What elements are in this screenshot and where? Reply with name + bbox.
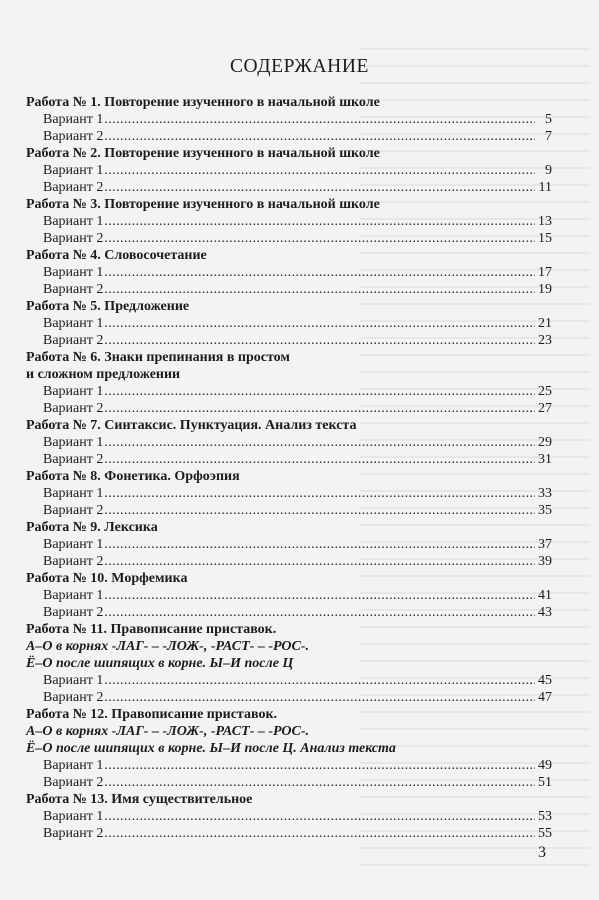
dot-leader: [104, 808, 535, 825]
variant-label: Вариант 1: [43, 758, 104, 773]
variant-label: Вариант 1: [43, 537, 104, 552]
variant-page-number: 35: [538, 503, 552, 518]
dot-leader: [104, 774, 535, 791]
variant-row[interactable]: [26, 111, 552, 128]
variant-page-number: 15: [538, 231, 552, 246]
variant-row[interactable]: [26, 264, 552, 281]
variant-row[interactable]: [26, 536, 552, 553]
toc-entry: [26, 791, 552, 842]
variant-row[interactable]: [26, 604, 552, 621]
work-title-continuation[interactable]: и сложном предложении: [26, 367, 181, 382]
variant-label: Вариант 2: [43, 452, 104, 467]
variant-page-number: 11: [538, 180, 552, 195]
work-title-continuation[interactable]: Ё–О после шипящих в корне. Ы–И после Ц: [26, 656, 294, 671]
variant-page-number: 51: [538, 775, 552, 790]
variant-row[interactable]: [26, 485, 552, 502]
variant-label: Вариант 1: [43, 809, 104, 824]
variant-page-number: 37: [538, 537, 552, 552]
variant-row[interactable]: [26, 825, 552, 842]
work-title[interactable]: Работа № 2. Повторение изученного в начальной школе: [26, 146, 380, 161]
work-title[interactable]: Работа № 1. Повторение изученного в начальной школе: [26, 95, 380, 110]
variant-label: Вариант 2: [43, 180, 104, 195]
variant-page-number: 41: [538, 588, 552, 603]
work-title[interactable]: Работа № 6. Знаки препинания в простом: [26, 350, 290, 365]
table-of-contents: [26, 94, 552, 842]
toc-entry: [26, 468, 552, 519]
variant-row[interactable]: [26, 213, 552, 230]
variant-page-number: 13: [538, 214, 552, 229]
variant-row[interactable]: [26, 808, 552, 825]
dot-leader: [104, 757, 535, 774]
toc-entry: [26, 621, 552, 706]
variant-row[interactable]: [26, 332, 552, 349]
variant-label: Вариант 2: [43, 503, 104, 518]
variant-page-number: 19: [538, 282, 552, 297]
variant-label: Вариант 2: [43, 775, 104, 790]
variant-page-number: 39: [538, 554, 552, 569]
work-title[interactable]: Работа № 7. Синтаксис. Пунктуация. Анализ текста: [26, 418, 357, 433]
toc-entry: [26, 706, 552, 791]
dot-leader: [104, 230, 535, 247]
toc-entry: [26, 145, 552, 196]
toc-entry: [26, 94, 552, 145]
dot-leader: [104, 536, 535, 553]
variant-label: Вариант 2: [43, 231, 104, 246]
toc-entry: [26, 519, 552, 570]
work-title[interactable]: Работа № 11. Правописание приставок.: [26, 622, 277, 637]
variant-page-number: 27: [538, 401, 552, 416]
variant-page-number: 21: [538, 316, 552, 331]
variant-row[interactable]: [26, 383, 552, 400]
variant-page-number: 5: [545, 112, 552, 127]
variant-page-number: 47: [538, 690, 552, 705]
work-title[interactable]: Работа № 4. Словосочетание: [26, 248, 207, 263]
work-title-continuation[interactable]: А–О в корнях -ЛАГ- – -ЛОЖ-, -РАСТ- – -РОС-.: [26, 639, 309, 654]
work-title[interactable]: Работа № 13. Имя существительное: [26, 792, 253, 807]
variant-page-number: 9: [545, 163, 552, 178]
work-title-continuation[interactable]: Ё–О после шипящих в корне. Ы–И после Ц. Анализ текста: [26, 741, 396, 756]
toc-entry: [26, 196, 552, 247]
variant-row[interactable]: [26, 757, 552, 774]
variant-label: Вариант 1: [43, 265, 104, 280]
dot-leader: [104, 281, 535, 298]
dot-leader: [104, 587, 535, 604]
dot-leader: [104, 332, 535, 349]
variant-page-number: 31: [538, 452, 552, 467]
dot-leader: [104, 383, 535, 400]
variant-label: Вариант 2: [43, 826, 104, 841]
variant-row[interactable]: [26, 230, 552, 247]
variant-row[interactable]: [26, 281, 552, 298]
dot-leader: [104, 434, 535, 451]
variant-label: Вариант 1: [43, 384, 104, 399]
variant-label: Вариант 1: [43, 316, 104, 331]
dot-leader: [104, 485, 535, 502]
variant-page-number: 43: [538, 605, 552, 620]
variant-page-number: 23: [538, 333, 552, 348]
dot-leader: [104, 604, 535, 621]
variant-page-number: 7: [545, 129, 552, 144]
variant-label: Вариант 2: [43, 282, 104, 297]
work-title-continuation[interactable]: А–О в корнях -ЛАГ- – -ЛОЖ-, -РАСТ- – -РОС-.: [26, 724, 309, 739]
toc-entry: [26, 570, 552, 621]
dot-leader: [104, 315, 535, 332]
variant-label: Вариант 1: [43, 588, 104, 603]
variant-page-number: 55: [538, 826, 552, 841]
dot-leader: [104, 502, 535, 519]
variant-row[interactable]: [26, 502, 552, 519]
dot-leader: [104, 111, 535, 128]
work-title[interactable]: Работа № 10. Морфемика: [26, 571, 188, 586]
variant-row[interactable]: [26, 400, 552, 417]
dot-leader: [104, 128, 535, 145]
variant-row[interactable]: [26, 315, 552, 332]
variant-row[interactable]: [26, 553, 552, 570]
variant-row[interactable]: [26, 689, 552, 706]
work-title[interactable]: Работа № 8. Фонетика. Орфоэпия: [26, 469, 240, 484]
variant-row[interactable]: [26, 128, 552, 145]
variant-page-number: 49: [538, 758, 552, 773]
dot-leader: [104, 451, 535, 468]
dot-leader: [104, 179, 535, 196]
dot-leader: [104, 162, 535, 179]
variant-page-number: 53: [538, 809, 552, 824]
variant-page-number: 45: [538, 673, 552, 688]
variant-page-number: 17: [538, 265, 552, 280]
variant-label: Вариант 2: [43, 690, 104, 705]
variant-row[interactable]: [26, 179, 552, 196]
variant-page-number: 29: [538, 435, 552, 450]
toc-entry: [26, 298, 552, 349]
dot-leader: [104, 689, 535, 706]
work-title[interactable]: Работа № 12. Правописание приставок.: [26, 707, 278, 722]
work-title[interactable]: Работа № 5. Предложение: [26, 299, 190, 314]
dot-leader: [104, 213, 535, 230]
variant-row[interactable]: [26, 162, 552, 179]
variant-row[interactable]: [26, 774, 552, 791]
dot-leader: [104, 825, 535, 842]
variant-label: Вариант 1: [43, 214, 104, 229]
work-title[interactable]: Работа № 3. Повторение изученного в начальной школе: [26, 197, 380, 212]
variant-row[interactable]: [26, 587, 552, 604]
toc-entry: [26, 247, 552, 298]
variant-row[interactable]: [26, 672, 552, 689]
variant-label: Вариант 1: [43, 673, 104, 688]
toc-entry: [26, 417, 552, 468]
variant-label: Вариант 1: [43, 486, 104, 501]
variant-row[interactable]: [26, 451, 552, 468]
variant-label: Вариант 1: [43, 435, 104, 450]
dot-leader: [104, 264, 535, 281]
toc-entry: [26, 349, 552, 417]
work-title[interactable]: Работа № 9. Лексика: [26, 520, 158, 535]
variant-label: Вариант 2: [43, 129, 104, 144]
dot-leader: [104, 400, 535, 417]
variant-label: Вариант 2: [43, 605, 104, 620]
variant-label: Вариант 2: [43, 554, 104, 569]
page-number: 3: [538, 844, 546, 861]
variant-label: Вариант 1: [43, 112, 104, 127]
variant-row[interactable]: [26, 434, 552, 451]
page-title: СОДЕРЖАНИЕ: [229, 56, 370, 77]
variant-label: Вариант 2: [43, 401, 104, 416]
variant-page-number: 33: [538, 486, 552, 501]
variant-page-number: 25: [538, 384, 552, 399]
variant-label: Вариант 1: [43, 163, 104, 178]
variant-label: Вариант 2: [43, 333, 104, 348]
dot-leader: [104, 553, 535, 570]
dot-leader: [104, 672, 535, 689]
